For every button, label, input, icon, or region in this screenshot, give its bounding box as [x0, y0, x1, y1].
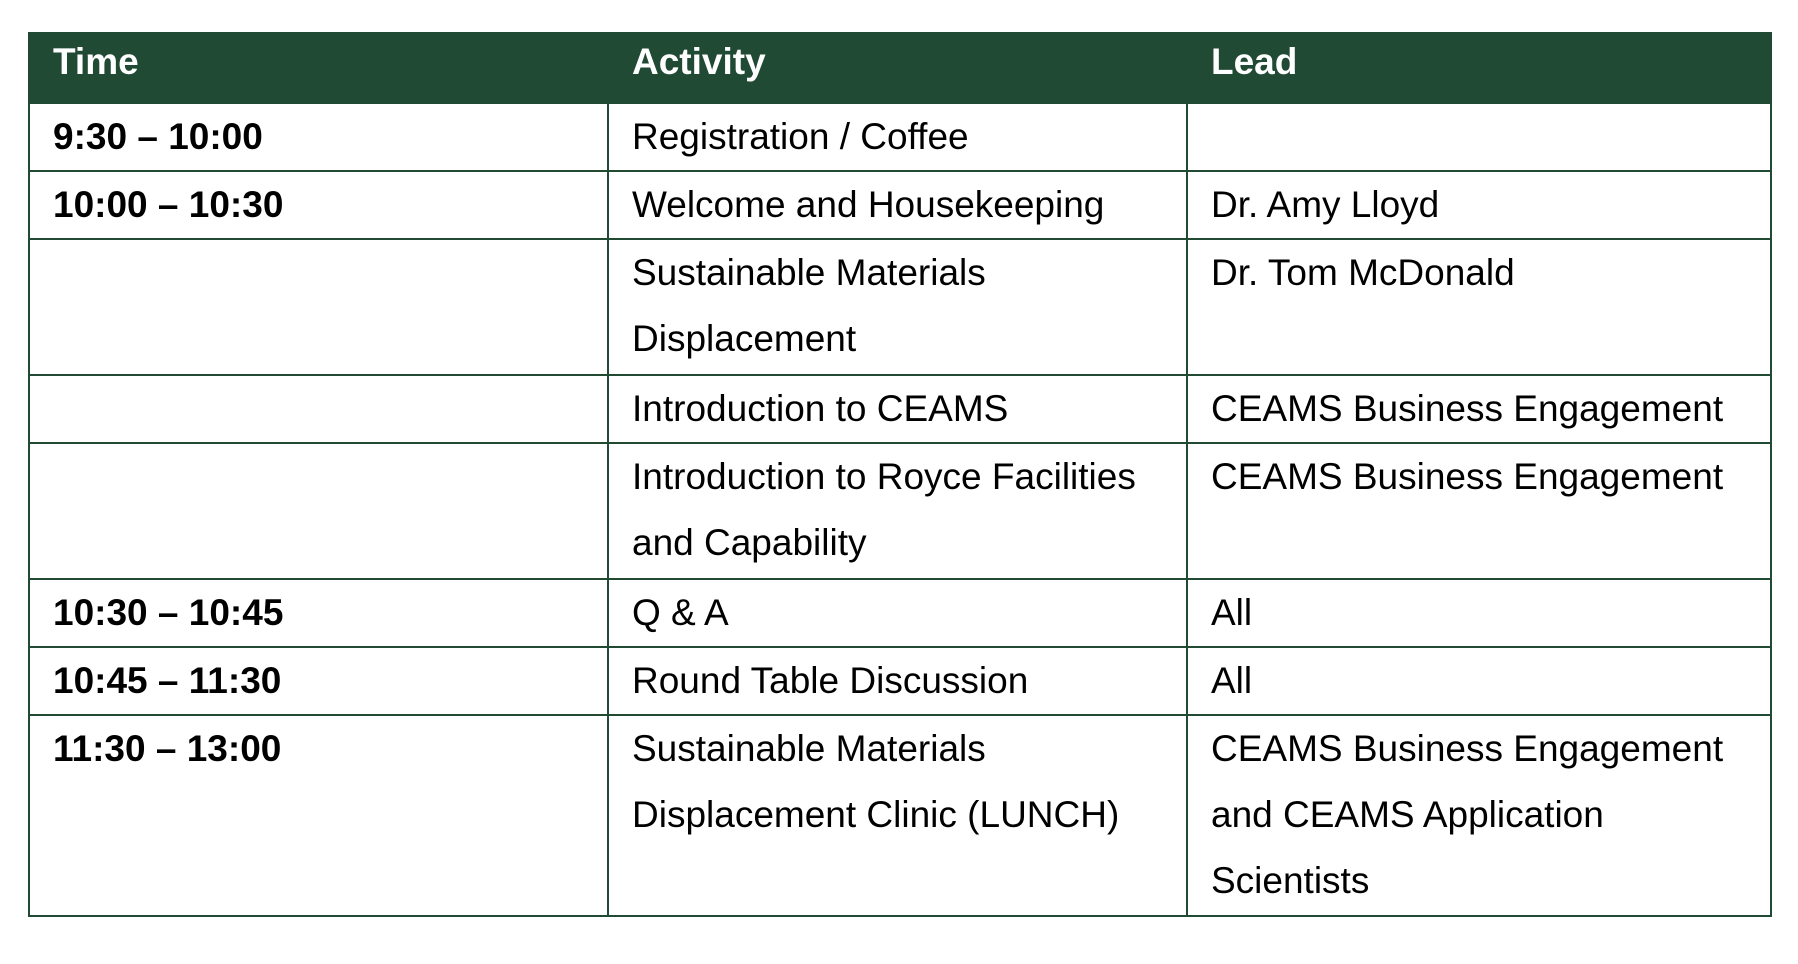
activity-cell: Introduction to Royce Facilities and Capability [608, 443, 1187, 579]
table-row [29, 239, 1771, 375]
table-header [29, 33, 1771, 103]
time-cell: 9:30 – 10:00 [29, 103, 608, 171]
header-time: Time [29, 33, 608, 103]
lead-cell: CEAMS Business Engagement [1187, 443, 1771, 579]
activity-cell: Welcome and Housekeeping [608, 171, 1187, 239]
table-body [29, 103, 1771, 916]
table-row [29, 375, 1771, 443]
table-row [29, 715, 1771, 916]
time-cell [29, 375, 608, 443]
activity-cell: Sustainable Materials Displacement [608, 239, 1187, 375]
table-row [29, 443, 1771, 579]
activity-cell: Round Table Discussion [608, 647, 1187, 715]
activity-cell: Sustainable Materials Displacement Clinic (LUNCH) [608, 715, 1187, 916]
time-cell: 11:30 – 13:00 [29, 715, 608, 916]
table-row [29, 579, 1771, 647]
lead-cell: All [1187, 647, 1771, 715]
agenda-table [28, 32, 1772, 917]
activity-cell: Introduction to CEAMS [608, 375, 1187, 443]
lead-cell: Dr. Tom McDonald [1187, 239, 1771, 375]
time-cell [29, 239, 608, 375]
header-activity: Activity [608, 33, 1187, 103]
lead-cell: Dr. Amy Lloyd [1187, 171, 1771, 239]
table-row [29, 647, 1771, 715]
header-lead: Lead [1187, 33, 1771, 103]
table-row [29, 103, 1771, 171]
lead-cell: All [1187, 579, 1771, 647]
header-row [29, 33, 1771, 103]
activity-cell: Registration / Coffee [608, 103, 1187, 171]
table-row [29, 171, 1771, 239]
time-cell: 10:30 – 10:45 [29, 579, 608, 647]
time-cell: 10:00 – 10:30 [29, 171, 608, 239]
lead-cell: CEAMS Business Engagement [1187, 375, 1771, 443]
lead-cell: CEAMS Business Engagement and CEAMS Application Scientists [1187, 715, 1771, 916]
activity-cell: Q & A [608, 579, 1187, 647]
lead-cell [1187, 103, 1771, 171]
time-cell [29, 443, 608, 579]
time-cell: 10:45 – 11:30 [29, 647, 608, 715]
agenda-table-container [28, 32, 1770, 917]
